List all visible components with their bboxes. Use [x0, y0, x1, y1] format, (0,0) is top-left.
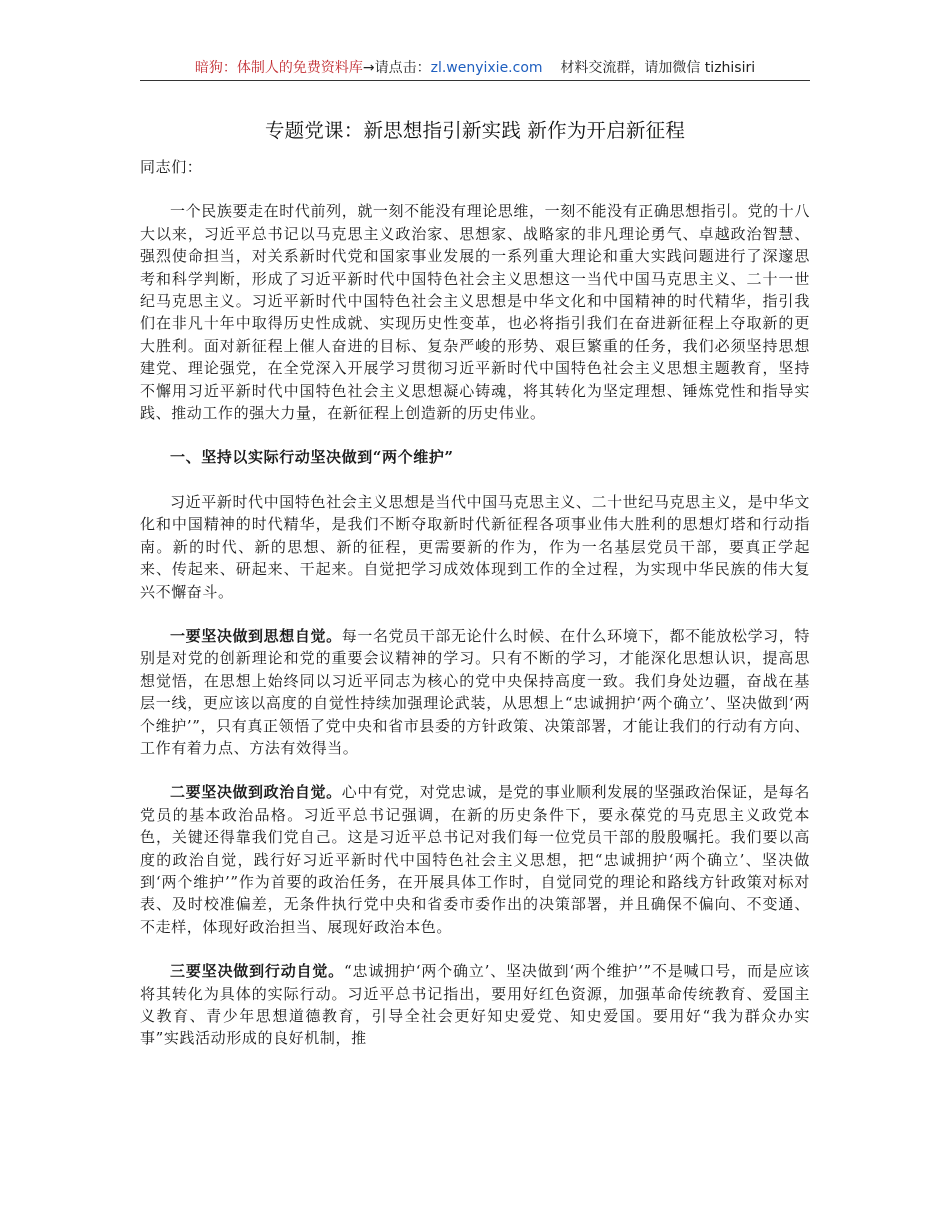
point-body-1: 每一名党员干部无论什么时候、在什么环境下，都不能放松学习，特别是对党的创新理论和党的重要会议精神的学习。只有不断的学习，才能深化思想认识，提高思想觉悟，在思想上始终同以习近平同志为核心的党中央保持高度一致。我们身处边疆，奋战在基层一线，更应该以高度的自觉性持续加强理论武装，从思想上“忠诚拥护‘两个确立’、坚决做到‘两个维护’”，只有真正领悟了党中央和省市县委的方针政策、决策部署，才能让我们的行动有方向、工作有着力点、方法有效得当。: [140, 626, 810, 757]
point-lead-3: 三要坚决做到行动自觉。: [170, 962, 345, 981]
point-body-3: “忠诚拥护‘两个确立’、坚决做到‘两个维护’”不是喊口号，而是应该将其转化为具体的实际行动。习近平总书记指出，要用好红色资源，加强革命传统教育、爱国主义教育、青少年思想道德教育，引导全社会更好知史爱党、知史爱国。要用好“我为群众办实事”实践活动形成的良好机制，推: [140, 962, 810, 1048]
point-paragraph-1: [140, 625, 810, 759]
intro-paragraph: 一个民族要走在时代前列，就一刻不能没有理论思维，一刻不能没有正确思想指引。党的十八大以来，习近平总书记以马克思主义政治家、思想家、战略家的非凡理论勇气、卓越政治智慧、强烈使命担当，对关系新时代党和国家事业发展的一系列重大理论和重大实践问题进行了深邃思考和科学判断，形成了习近平新时代中国特色社会主义思想这一当代中国马克思主义、二十一世纪马克思主义。习近平新时代中国特色社会主义思想是中华文化和中国精神的时代精华，指引我们在非凡十年中取得历史性成就、实现历史性变革，也必将指引我们在奋进新征程上夺取新的更大胜利。面对新征程上催人奋进的目标、复杂严峻的形势、艰巨繁重的任务，我们必须坚持思想建党、理论强党，在全党深入开展学习贯彻习近平新时代中国特色社会主义思想主题教育，坚持不懈用习近平新时代中国特色社会主义思想凝心铸魂，将其转化为坚定理想、锤炼党性和指导实践、推动工作的强大力量，在新征程上创造新的历史伟业。: [140, 202, 810, 423]
header-wechat-note: 材料交流群，请加微信 tizhisiri: [560, 60, 756, 76]
header-brand[interactable]: 暗狗：体制人的免费资料库: [194, 60, 363, 76]
section-heading: 一、坚持以实际行动坚决做到“两个维护”: [170, 448, 454, 467]
point-lead-2: 二要坚决做到政治自觉。: [170, 783, 342, 802]
point-paragraph-2: [140, 781, 810, 938]
point-body-2: 心中有党，对党忠诚，是党的事业顺利发展的坚强政治保证，是每名党员的基本政治品格。习近平总书记强调，在新的历史条件下，要永葆党的马克思主义政党本色，关键还得靠我们党自己。这是习近平总书记对我们每一位党员干部的殷殷嘱托。我们要以高度的政治自觉，践行好习近平新时代中国特色社会主义思想，把“忠诚拥护‘两个确立’、坚决做到‘两个维护’”作为首要的政治任务，在开展具体工作时，自觉同党的理论和路线方针政策对标对表、及时校准偏差，无条件执行党中央和省委市委作出的决策部署，并且确保不偏向、不变通、不走样，体现好政治担当、展现好政治本色。: [140, 783, 810, 936]
greeting: 同志们：: [140, 158, 203, 176]
section-paragraph: 习近平新时代中国特色社会主义思想是当代中国马克思主义、二十世纪马克思主义，是中华文化和中国精神的时代精华，是我们不断夺取新时代新征程各项事业伟大胜利的思想灯塔和行动指南。新的时代、新的思想、新的征程，更需要新的作为，作为一名基层党员干部，要真正学起来、传起来、研起来、干起来。自觉把学习成效体现到工作的全过程，为实现中华民族的伟大复兴不懈奋斗。: [140, 492, 810, 601]
header-url-link[interactable]: zl.wenyixie.com: [430, 60, 543, 76]
page-header: [140, 58, 810, 81]
point-paragraph-3: [140, 960, 810, 1050]
point-lead-1: 一要坚决做到思想自觉。: [170, 626, 342, 645]
header-cta: →请点击：: [362, 60, 431, 76]
page-title: 专题党课：新思想指引新实践 新作为开启新征程: [264, 119, 686, 142]
document-body: [140, 156, 810, 1072]
